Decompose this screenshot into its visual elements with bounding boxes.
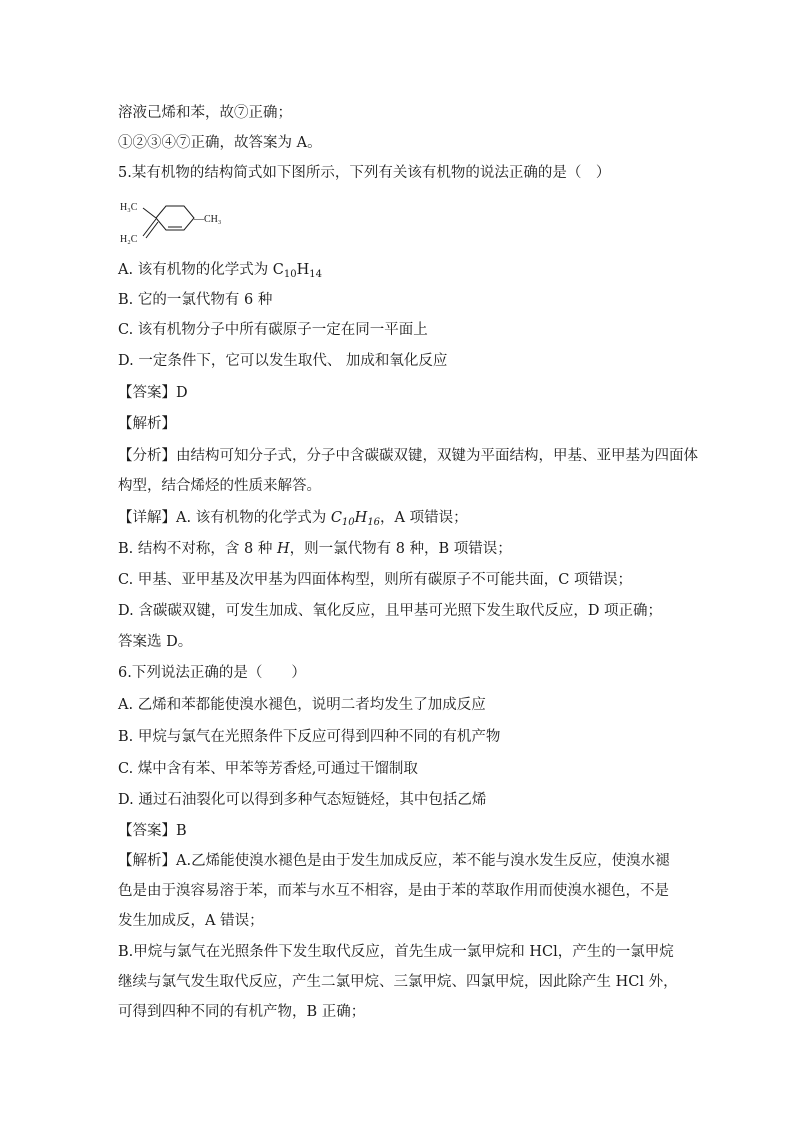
structural-formula <box>118 198 258 252</box>
q5-option-c: C. 该有机物分子中所有碳原子一定在同一平面上 <box>118 322 428 338</box>
h3c-label: H₃C <box>120 202 138 213</box>
q6-option-c: C. 煤中含有苯、甲苯等芳香烃,可通过干馏制取 <box>118 761 418 777</box>
q5-analysis-title: 【解析】 <box>118 416 176 432</box>
q4-tail-line-2: ①②③④⑦正确，故答案为 A。 <box>118 135 322 151</box>
q5-option-a: A. 该有机物的化学式为 $C_{10}H_{14}$ <box>118 262 323 280</box>
q5-option-b: B. 它的一氯代物有 6 种 <box>118 292 273 308</box>
q6-option-a: A. 乙烯和苯都能使溴水褪色，说明二者均发生了加成反应 <box>118 697 486 713</box>
q5-answer: 【答案】D <box>118 385 188 401</box>
q6-analysis-b: B.甲烷与氯气在光照条件下发生取代反应，首先生成一氯甲烷和 HCl，产生的一氯甲烷继续与氯气发生取代反应，产生二氯甲烷、三氯甲烷、四氯甲烷，因此除产生 HCl 外，可得到四种不同的有机产物，B 正确； <box>118 944 678 1020</box>
q5-stem: 5.某有机物的结构简式如下图所示，下列有关该有机物的说法正确的是（ ） <box>118 165 611 181</box>
ch3-label: —CH₃ <box>194 214 222 225</box>
q5-analysis-p2: 构型，结合烯烃的性质来解答。 <box>118 478 321 494</box>
q5-detail-a: 【详解】A. 该有机物的化学式为 $C_{10}H_{16}$，A 项错误； <box>118 510 468 528</box>
q5-conclusion: 答案选 D。 <box>118 634 193 650</box>
q5-option-d: D. 一定条件下，它可以发生取代、 加成和氧化反应 <box>118 353 448 369</box>
q6-stem: 6.下列说法正确的是（ ） <box>118 665 306 681</box>
h2c-label: H₂C <box>120 234 138 245</box>
q6-answer: 【答案】B <box>118 823 187 839</box>
q5-detail-c: C. 甲基、亚甲基及次甲基为四面体构型，则所有碳原子不可能共面，C 项错误； <box>118 572 632 588</box>
q6-option-b: B. 甲烷与氯气在光照条件下反应可得到四种不同的有机产物 <box>118 729 501 745</box>
q6-option-d: D. 通过石油裂化可以得到多种气态短链烃，其中包括乙烯 <box>118 792 487 808</box>
q4-tail-line-1: 溶液己烯和苯，故⑦正确； <box>118 105 292 121</box>
q5-detail-d: D. 含碳碳双键，可发生加成、氧化反应，且甲基可光照下发生取代反应，D 项正确； <box>118 603 663 619</box>
q6-analysis-a: 【解析】A.乙烯能使溴水褪色是由于发生加成反应，苯不能与溴水发生反应，使溴水褪色是由于溴容易溶于苯，而苯与水互不相容，是由于苯的萃取作用而使溴水褪色，不是发生加成反，A 错误； <box>118 853 670 929</box>
q5-detail-b: B. 结构不对称，含 8 种 H，则一氯代物有 8 种，B 项错误； <box>118 541 512 557</box>
q5-analysis-p1: 【分析】由结构可知分子式，分子中含碳碳双键，双键为平面结构，甲基、亚甲基为四面体 <box>118 448 698 464</box>
